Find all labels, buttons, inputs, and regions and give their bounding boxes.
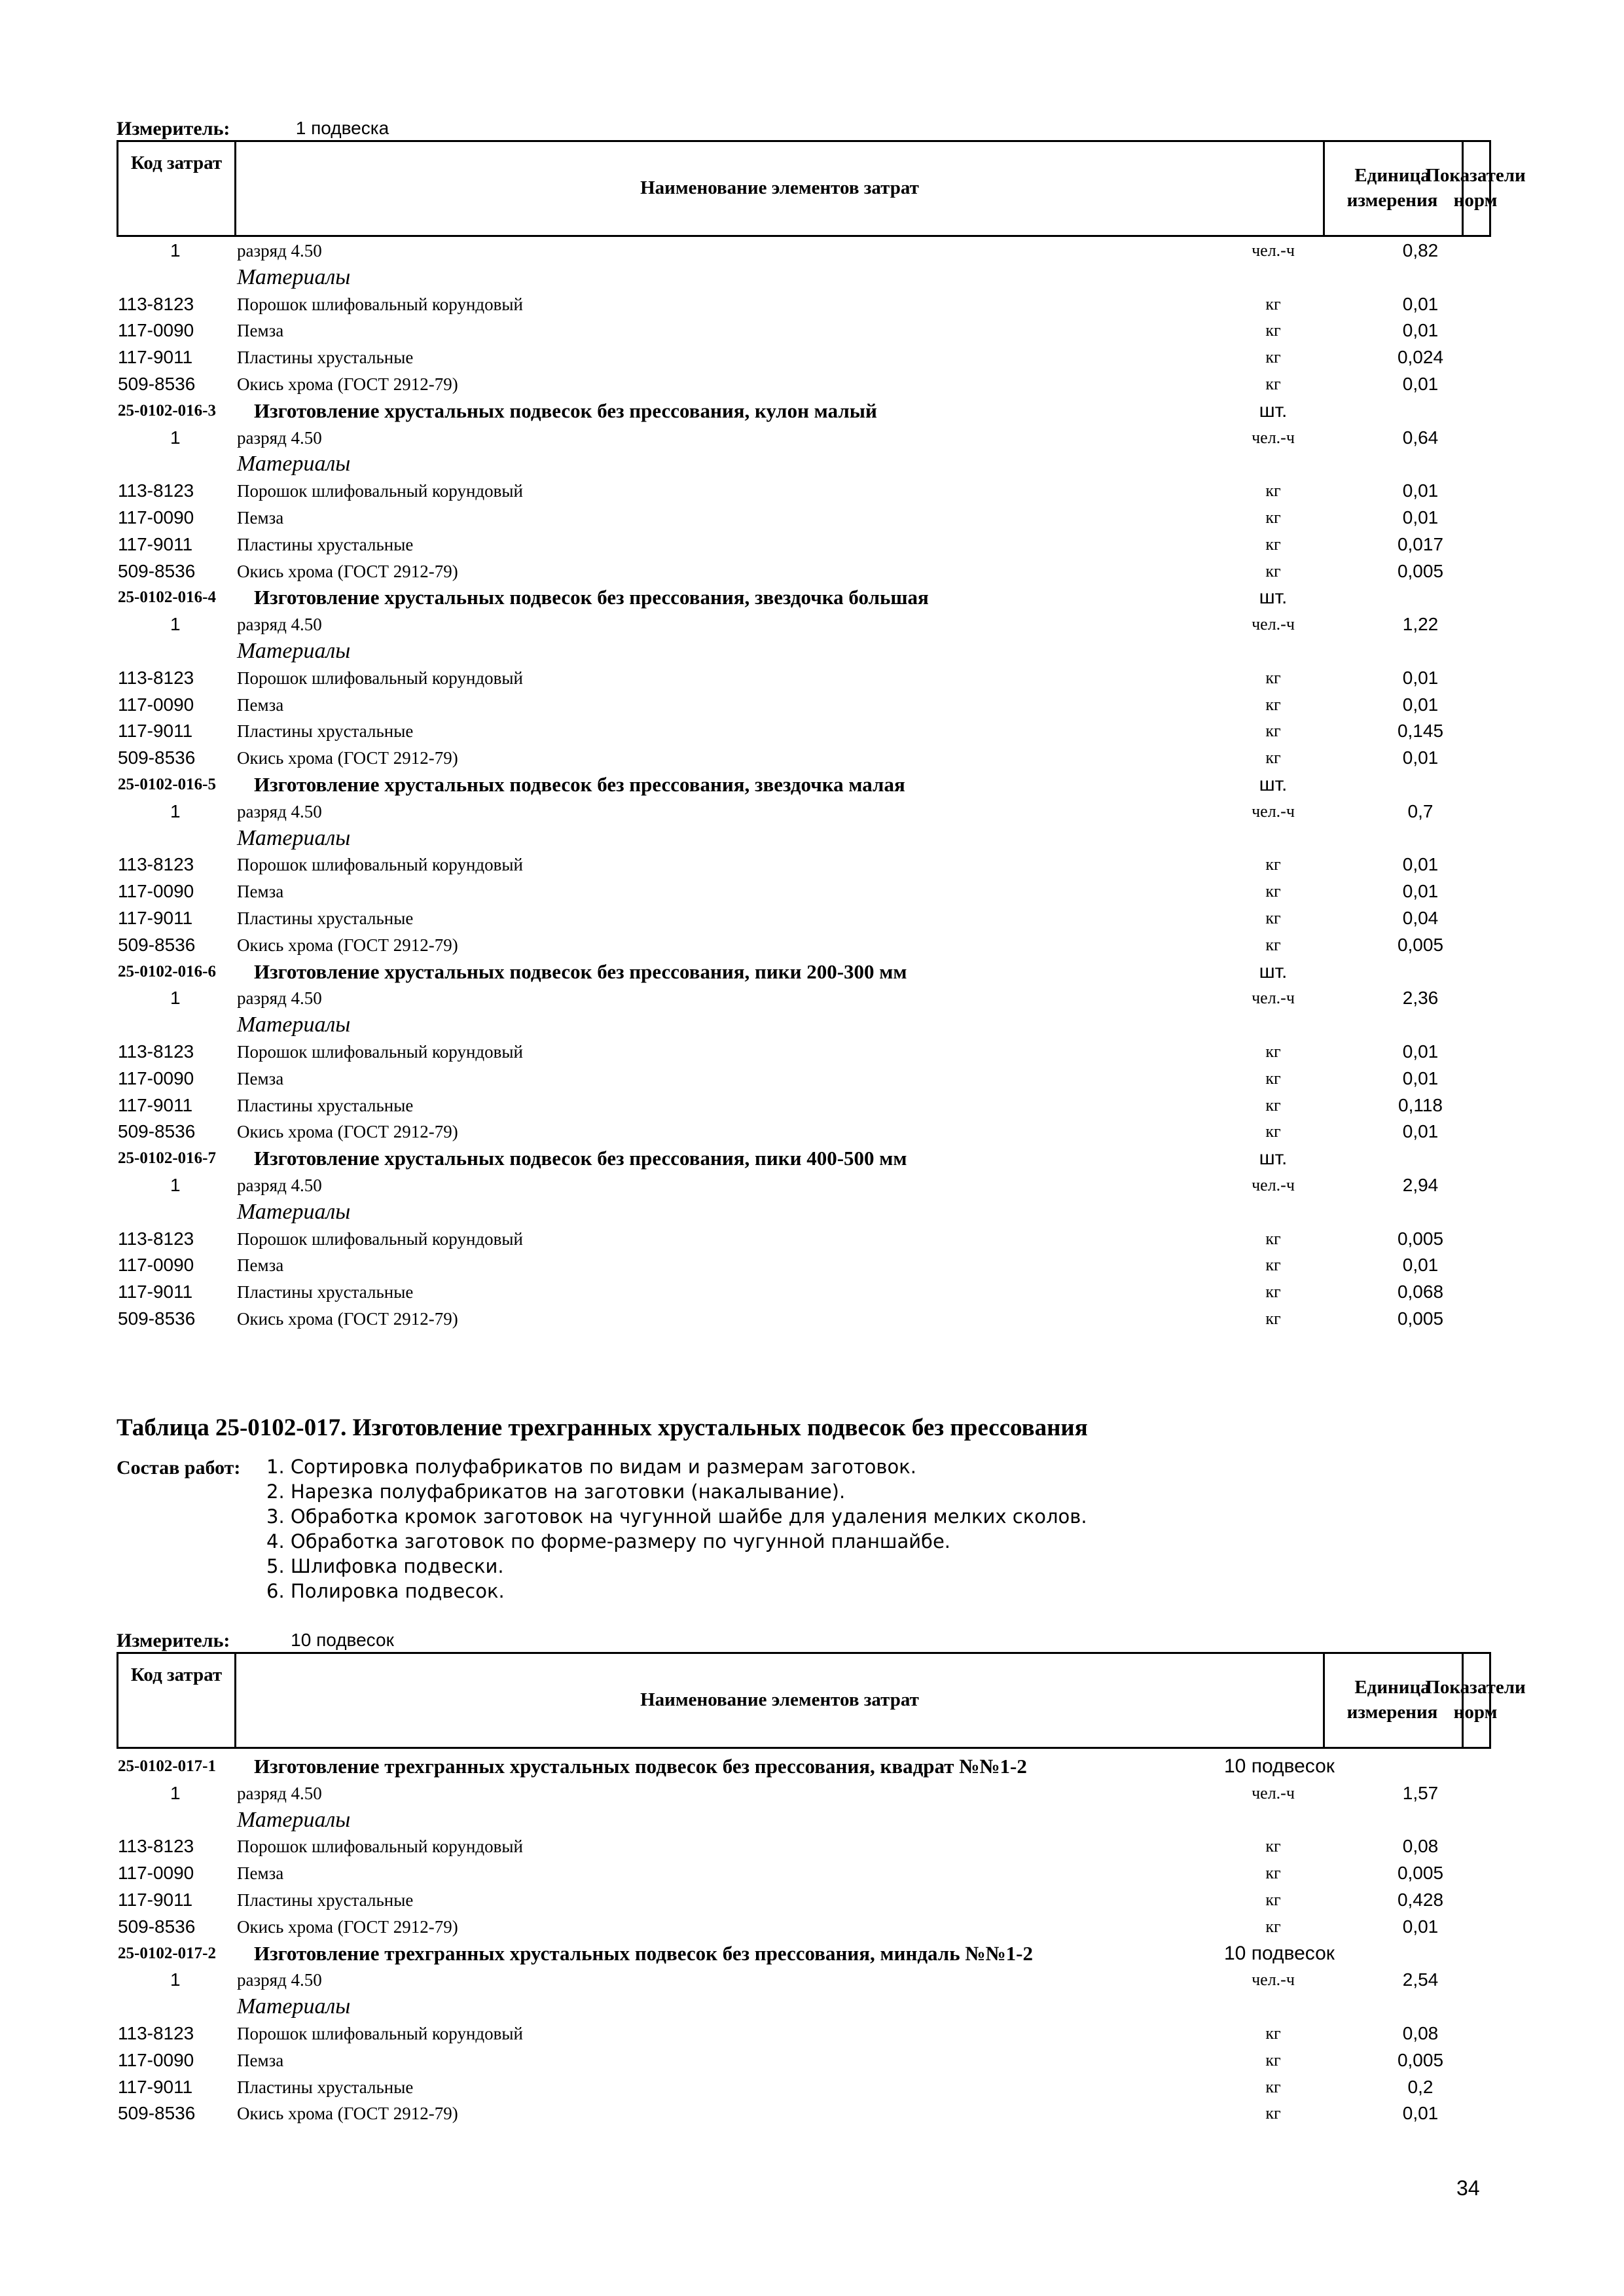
cost-code: 117-9011 [118, 533, 193, 554]
table-row [0, 798, 1624, 825]
cost-element-name: Пластины хрустальные [237, 908, 414, 928]
table-row [0, 1305, 1624, 1333]
cost-element-name: Изготовление хрустальных подвесок без прессования, кулон малый [254, 399, 877, 422]
table-row [0, 477, 1624, 505]
unit-of-measure: чел.-ч [1252, 241, 1295, 260]
materials-heading-row [0, 450, 1624, 478]
materials-heading-row [0, 1198, 1624, 1226]
table-row [0, 317, 1624, 344]
header-norm: Показатели норм [1425, 165, 1526, 211]
norm-value: 0,01 [1402, 480, 1439, 501]
cost-element-name: Пемза [237, 2050, 284, 2070]
measure-line-2 [117, 1630, 394, 1652]
unit-of-measure: кг [1265, 668, 1281, 687]
table-row [0, 1251, 1624, 1279]
materials-heading-row [0, 825, 1624, 852]
cost-code: 117-9011 [118, 721, 193, 742]
cost-element-name: разряд 4.50 [237, 427, 322, 448]
cost-code: 1 [170, 1969, 181, 1990]
norm-value: 0,08 [1402, 2023, 1439, 2043]
header-code: Код затрат [118, 1654, 236, 1747]
section-row [0, 397, 1624, 425]
cost-element-name: разряд 4.50 [237, 1175, 322, 1195]
cost-element-name: Пластины хрустальные [237, 534, 414, 554]
norm-value: 0,005 [1397, 2049, 1444, 2070]
cost-element-name: Окись хрома (ГОСТ 2912-79) [237, 748, 458, 768]
header-name: Наименование элементов затрат [236, 1654, 1325, 1747]
table-row [0, 664, 1624, 692]
cost-element-name: Пластины хрустальные [237, 1095, 414, 1115]
norm-value: 0,068 [1397, 1282, 1444, 1302]
cost-code: 509-8536 [118, 374, 196, 394]
cost-element-name: Материалы [237, 1994, 351, 2019]
table-row [0, 931, 1624, 959]
unit-of-measure: кг [1265, 721, 1281, 741]
measure-line-1 [117, 118, 389, 140]
unit-of-measure: кг [1265, 1042, 1281, 1061]
norm-value: 2,54 [1402, 1969, 1439, 1990]
cost-element-name: Окись хрома (ГОСТ 2912-79) [237, 935, 458, 955]
unit-of-measure: кг [1265, 748, 1281, 768]
cost-element-name: разряд 4.50 [237, 615, 322, 635]
table-row [0, 1859, 1624, 1887]
cost-code: 25-0102-016-6 [118, 962, 216, 980]
unit-of-measure: чел.-ч [1252, 1175, 1295, 1194]
cost-element-name: Пемза [237, 321, 284, 341]
table-row [0, 717, 1624, 745]
table-row [0, 2073, 1624, 2101]
table-row [0, 344, 1624, 371]
norm-value: 0,01 [1402, 2103, 1439, 2124]
cost-code: 509-8536 [118, 1916, 196, 1937]
cost-code: 1 [170, 614, 181, 635]
unit-of-measure: кг [1265, 694, 1281, 714]
unit-of-measure: кг [1265, 1916, 1281, 1936]
unit-of-measure: кг [1265, 534, 1281, 554]
cost-element-name: Окись хрома (ГОСТ 2912-79) [237, 1122, 458, 1142]
cost-element-name: Пемза [237, 1863, 284, 1884]
cost-code: 117-0090 [118, 1863, 194, 1884]
work-step: 1. Сортировка полуфабрикатов по видам и размерам заготовок. [266, 1456, 916, 1478]
cost-code: 117-9011 [118, 347, 193, 368]
cost-element-name: Изготовление хрустальных подвесок без прессования, звездочка малая [254, 773, 905, 796]
unit-of-measure: кг [1265, 348, 1281, 367]
norm-value: 0,64 [1402, 427, 1439, 448]
cost-code: 509-8536 [118, 560, 196, 581]
cost-element-name: разряд 4.50 [237, 241, 322, 260]
cost-code: 509-8536 [118, 747, 196, 768]
cost-code: 1 [170, 1782, 181, 1803]
table-row [0, 504, 1624, 531]
cost-element-name: Изготовление хрустальных подвесок без прессования, пики 400-500 мм [254, 1147, 907, 1170]
section-row [0, 958, 1624, 986]
cost-code: 113-8123 [118, 854, 194, 875]
measure-label: Измеритель: [117, 1630, 230, 1651]
unit-of-measure: шт. [1259, 399, 1288, 422]
unit-of-measure: кг [1265, 1837, 1281, 1856]
work-step: 5. Шлифовка подвески. [266, 1555, 504, 1577]
table-row [0, 2020, 1624, 2047]
unit-of-measure: кг [1265, 1890, 1281, 1909]
measure-value: 1 подвеска [295, 118, 389, 138]
cost-code: 117-9011 [118, 908, 193, 928]
table-row [0, 1780, 1624, 1807]
table-row [0, 291, 1624, 318]
cost-code: 117-0090 [118, 507, 194, 528]
norm-value: 0,01 [1402, 1041, 1439, 1062]
norm-value: 0,005 [1397, 934, 1444, 955]
materials-heading-row [0, 1806, 1624, 1834]
cost-code: 117-0090 [118, 320, 194, 341]
norm-value: 0,01 [1402, 293, 1439, 314]
cost-element-name: Материалы [237, 825, 351, 850]
cost-code: 117-0090 [118, 881, 194, 902]
table-row [0, 424, 1624, 452]
work-composition-list [266, 1454, 1087, 1604]
unit-of-measure: кг [1265, 321, 1281, 340]
cost-code: 25-0102-017-1 [118, 1757, 216, 1775]
table-row [0, 1966, 1624, 1994]
work-step: 6. Полировка подвесок. [266, 1580, 505, 1602]
cost-element-name: Изготовление трехгранных хрустальных подвесок без прессования, квадрат №№1-2 [254, 1755, 1027, 1778]
norm-value: 0,118 [1398, 1094, 1443, 1115]
norm-value: 0,01 [1402, 1067, 1439, 1088]
unit-of-measure: кг [1265, 294, 1281, 314]
section-row [0, 584, 1624, 611]
unit-of-measure: чел.-ч [1252, 1783, 1295, 1803]
cost-element-name: Порошок шлифовальный корундовый [237, 668, 523, 688]
table-row [0, 1278, 1624, 1306]
cost-element-name: Пластины хрустальные [237, 2077, 414, 2097]
norm-value: 0,01 [1402, 507, 1439, 528]
section-row [0, 1940, 1624, 1967]
norm-value: 0,01 [1402, 694, 1439, 715]
unit-of-measure: чел.-ч [1252, 988, 1295, 1008]
norm-value: 2,94 [1402, 1175, 1439, 1195]
cost-element-name: разряд 4.50 [237, 988, 322, 1009]
cost-code: 509-8536 [118, 2103, 196, 2124]
cost-element-name: Пемза [237, 882, 284, 902]
unit-of-measure: чел.-ч [1252, 1970, 1295, 1990]
cost-element-name: Материалы [237, 1013, 351, 1037]
norm-value: 0,01 [1402, 667, 1439, 688]
cost-element-name: разряд 4.50 [237, 801, 322, 821]
norm-value: 0,7 [1407, 800, 1434, 821]
table-row [0, 1886, 1624, 1914]
measure-label: Измеритель: [117, 118, 230, 139]
cost-element-name: Пемза [237, 508, 284, 528]
cost-element-name: Пластины хрустальные [237, 348, 414, 368]
norm-value: 0,04 [1402, 908, 1439, 928]
section-row [0, 1753, 1624, 1780]
norm-value: 0,2 [1407, 2076, 1434, 2097]
cost-element-name: разряд 4.50 [237, 1970, 322, 1990]
header-code: Код затрат [118, 142, 236, 235]
materials-heading-row [0, 637, 1624, 665]
cost-code: 1 [170, 988, 181, 1009]
table-row [0, 1913, 1624, 1941]
cost-element-name: Пластины хрустальные [237, 721, 414, 742]
unit-of-measure: шт. [1259, 586, 1288, 609]
table-row [0, 691, 1624, 719]
table-row [0, 1038, 1624, 1066]
cost-code: 117-0090 [118, 694, 194, 715]
cost-element-name: Порошок шлифовальный корундовый [237, 1837, 523, 1857]
table-row [0, 531, 1624, 558]
cost-code: 1 [170, 1175, 181, 1195]
unit-of-measure: 10 подвесок [1224, 1755, 1335, 1777]
unit-of-measure: кг [1265, 882, 1281, 901]
unit-of-measure: кг [1265, 2050, 1281, 2070]
unit-of-measure: чел.-ч [1252, 801, 1295, 821]
unit-of-measure: 10 подвесок [1224, 1942, 1335, 1964]
table-row [0, 1225, 1624, 1253]
unit-of-measure: кг [1265, 1863, 1281, 1883]
table-row [0, 2047, 1624, 2074]
cost-element-name: Изготовление хрустальных подвесок без прессования, звездочка большая [254, 586, 929, 609]
cost-element-name: Изготовление хрустальных подвесок без прессования, пики 200-300 мм [254, 960, 907, 983]
norm-value: 0,005 [1397, 1308, 1444, 1329]
work-step: 4. Обработка заготовок по форме-размеру по чугунной планшайбе. [266, 1530, 951, 1552]
header-name: Наименование элементов затрат [236, 142, 1325, 235]
norm-value: 2,36 [1402, 988, 1439, 1009]
cost-code: 113-8123 [118, 293, 194, 314]
unit-of-measure: кг [1265, 508, 1281, 527]
unit-of-measure: кг [1265, 855, 1281, 874]
norm-value: 0,01 [1402, 881, 1439, 902]
norm-value: 0,01 [1402, 1255, 1439, 1276]
page-number: 34 [1456, 2176, 1480, 2200]
table-title: Таблица 25-0102-017. Изготовление трехгранных хрустальных подвесок без прессования [117, 1414, 1088, 1441]
unit-of-measure: кг [1265, 1282, 1281, 1302]
work-composition-label: Состав работ: [117, 1457, 241, 1479]
cost-code: 509-8536 [118, 1308, 196, 1329]
cost-element-name: Порошок шлифовальный корундовый [237, 481, 523, 501]
table-row [0, 611, 1624, 638]
unit-of-measure: кг [1265, 561, 1281, 581]
unit-of-measure: шт. [1259, 1147, 1288, 1170]
cost-element-name: Окись хрома (ГОСТ 2912-79) [237, 1309, 458, 1329]
cost-code: 117-0090 [118, 1255, 194, 1276]
cost-element-name: Порошок шлифовальный корундовый [237, 1229, 523, 1249]
table-row [0, 1118, 1624, 1145]
norm-value: 1,57 [1402, 1782, 1439, 1803]
norm-value: 0,145 [1397, 721, 1444, 742]
cost-code: 117-9011 [118, 2076, 193, 2097]
cost-element-name: Окись хрома (ГОСТ 2912-79) [237, 561, 458, 581]
norm-value: 0,428 [1397, 1890, 1444, 1910]
cost-code: 1 [170, 800, 181, 821]
norm-value: 0,01 [1402, 320, 1439, 341]
unit-of-measure: кг [1265, 1068, 1281, 1088]
norm-value: 0,017 [1397, 533, 1444, 554]
norm-value: 0,01 [1402, 747, 1439, 768]
table-header-1 [117, 140, 1526, 237]
cost-code: 113-8123 [118, 2023, 194, 2043]
unit-of-measure: кг [1265, 1229, 1281, 1248]
unit-of-measure: кг [1265, 908, 1281, 927]
header-unit: Единица измерения [1323, 1654, 1464, 1747]
unit-of-measure: кг [1265, 481, 1281, 501]
unit-of-measure: кг [1265, 1122, 1281, 1141]
header-norm: Показатели норм [1425, 1677, 1526, 1723]
cost-element-name: Материалы [237, 639, 351, 663]
cost-code: 117-9011 [118, 1890, 193, 1910]
table-row [0, 558, 1624, 585]
unit-of-measure: чел.-ч [1252, 427, 1295, 447]
table-row [0, 744, 1624, 772]
cost-element-name: Материалы [237, 452, 351, 476]
cost-element-name: Пластины хрустальные [237, 1890, 414, 1910]
unit-of-measure: кг [1265, 2077, 1281, 2096]
cost-code: 117-9011 [118, 1094, 193, 1115]
table-row [0, 984, 1624, 1012]
table-header-2 [117, 1652, 1526, 1749]
cost-element-name: разряд 4.50 [237, 1783, 322, 1803]
cost-code: 25-0102-017-2 [118, 1944, 216, 1962]
cost-element-name: Пемза [237, 1255, 284, 1276]
table-row [0, 851, 1624, 878]
cost-element-name: Пластины хрустальные [237, 1282, 414, 1302]
cost-code: 1 [170, 427, 181, 448]
norm-value: 0,01 [1402, 1916, 1439, 1937]
cost-element-name: Пемза [237, 694, 284, 715]
cost-element-name: Пемза [237, 1068, 284, 1088]
cost-element-name: Материалы [237, 1199, 351, 1224]
materials-heading-row [0, 1993, 1624, 2020]
table-row [0, 905, 1624, 932]
cost-code: 25-0102-016-7 [118, 1149, 216, 1168]
cost-code: 113-8123 [118, 480, 194, 501]
unit-of-measure: кг [1265, 1255, 1281, 1275]
unit-of-measure: кг [1265, 1309, 1281, 1328]
unit-of-measure: кг [1265, 374, 1281, 393]
norm-value: 0,005 [1397, 1863, 1444, 1884]
cost-element-name: Порошок шлифовальный корундовый [237, 855, 523, 875]
unit-of-measure: кг [1265, 1095, 1281, 1115]
norm-value: 0,01 [1402, 1121, 1439, 1142]
cost-code: 117-9011 [118, 1282, 193, 1302]
unit-of-measure: кг [1265, 2024, 1281, 2043]
header-unit: Единица измерения [1323, 142, 1464, 235]
table-row [0, 1092, 1624, 1119]
norm-value: 0,005 [1397, 1228, 1444, 1249]
cost-element-name: Порошок шлифовальный корундовый [237, 294, 523, 314]
unit-of-measure: шт. [1259, 774, 1288, 795]
table-row [0, 1833, 1624, 1860]
cost-code: 113-8123 [118, 1836, 194, 1857]
cost-code: 25-0102-016-5 [118, 776, 216, 793]
cost-code: 25-0102-016-4 [118, 588, 216, 607]
unit-of-measure: кг [1265, 935, 1281, 954]
cost-element-name: Материалы [237, 264, 351, 289]
cost-element-name: Материалы [237, 1807, 351, 1832]
table-row [0, 2100, 1624, 2127]
norm-value: 0,005 [1397, 560, 1444, 581]
table-row [0, 1172, 1624, 1199]
work-step: 2. Нарезка полуфабрикатов на заготовки (накалывание). [266, 1480, 846, 1503]
norm-value: 0,08 [1402, 1836, 1439, 1857]
cost-code: 113-8123 [118, 1041, 194, 1062]
cost-code: 509-8536 [118, 934, 196, 955]
unit-of-measure: кг [1265, 2104, 1281, 2123]
unit-of-measure: чел.-ч [1252, 615, 1295, 634]
norm-value: 0,01 [1402, 854, 1439, 875]
materials-heading-row [0, 1011, 1624, 1039]
section-row [0, 1145, 1624, 1172]
cost-code: 1 [170, 240, 181, 260]
section-row [0, 771, 1624, 798]
cost-element-name: Изготовление трехгранных хрустальных подвесок без прессования, миндаль №№1-2 [254, 1941, 1033, 1965]
norm-value: 0,024 [1397, 347, 1444, 368]
cost-code: 25-0102-016-3 [118, 401, 216, 420]
materials-heading-row [0, 264, 1624, 291]
measure-value: 10 подвесок [291, 1630, 394, 1650]
work-step: 3. Обработка кромок заготовок на чугунной шайбе для удаления мелких сколов. [266, 1505, 1087, 1528]
norm-value: 1,22 [1402, 614, 1439, 635]
table-row [0, 1065, 1624, 1092]
unit-of-measure: шт. [1259, 960, 1288, 982]
norm-value: 0,01 [1402, 374, 1439, 394]
cost-element-name: Порошок шлифовальный корундовый [237, 1042, 523, 1062]
cost-element-name: Порошок шлифовальный корундовый [237, 2024, 523, 2043]
cost-code: 509-8536 [118, 1121, 196, 1142]
cost-code: 117-0090 [118, 1067, 194, 1088]
cost-code: 113-8123 [118, 667, 194, 688]
cost-element-name: Окись хрома (ГОСТ 2912-79) [237, 374, 458, 394]
cost-code: 117-0090 [118, 2049, 194, 2070]
cost-element-name: Окись хрома (ГОСТ 2912-79) [237, 2104, 458, 2124]
norm-value: 0,82 [1402, 240, 1439, 260]
table-row [0, 878, 1624, 905]
table-row [0, 370, 1624, 398]
table-row [0, 237, 1624, 264]
cost-element-name: Окись хрома (ГОСТ 2912-79) [237, 1916, 458, 1937]
cost-code: 113-8123 [118, 1228, 194, 1249]
